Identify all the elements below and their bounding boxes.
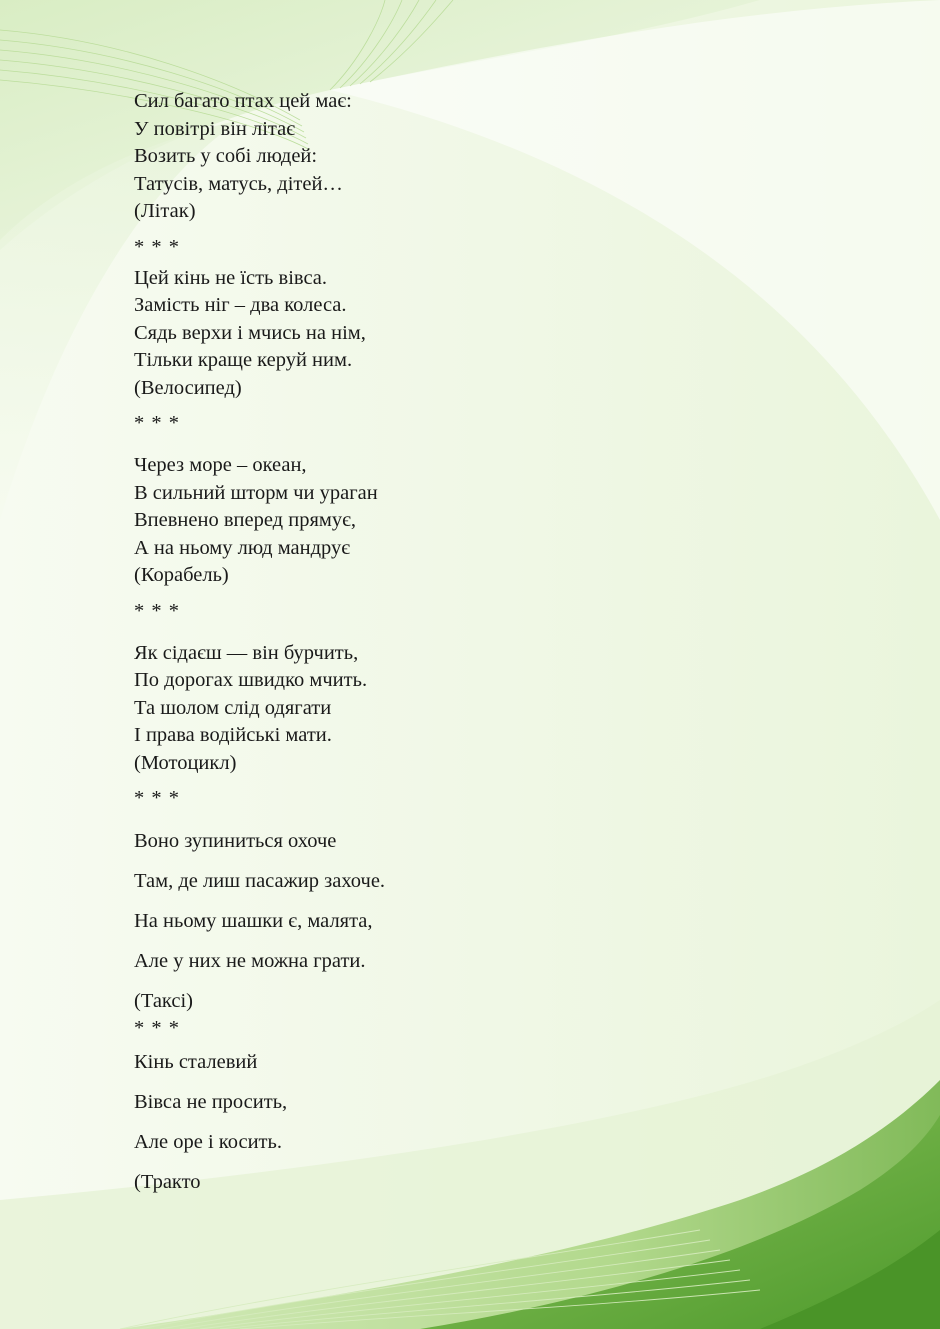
riddle-4 <box>134 640 734 778</box>
separator: * * * <box>134 1017 180 1039</box>
riddle-line: Як сідаєш — він бурчить, <box>134 641 359 664</box>
riddle-line: Тільки краще керуй ним. <box>134 349 353 371</box>
riddle-6 <box>134 1042 734 1202</box>
riddle-line: Замість ніг – два колеса. <box>134 294 347 316</box>
riddle-line: По дорогах швидко мчить. <box>134 669 368 691</box>
separator: * * * <box>134 235 180 258</box>
riddle-answer: (Велосипед) <box>134 376 242 399</box>
riddle-line: Там, де лиш пасажир захоче. <box>134 870 386 892</box>
riddle-line: Сядь верхи і мчись на нім, <box>134 321 366 344</box>
riddle-line: Через море – океан, <box>134 454 307 476</box>
separator: * * * <box>134 599 180 622</box>
riddle-answer: (Мотоцикл) <box>134 751 237 774</box>
riddle-line: Але оре і косить. <box>134 1131 282 1153</box>
riddle-line: В сильний шторм чи ураган <box>134 481 378 504</box>
riddle-line: Возить у собі людей: <box>134 145 318 167</box>
riddle-answer: (Корабель) <box>134 564 229 586</box>
riddle-2 <box>134 265 734 403</box>
riddle-line: На ньому шашки є, малята, <box>134 910 373 932</box>
riddle-line: А на ньому люд мандрує <box>134 536 351 559</box>
riddle-line: І права водійські мати. <box>134 724 332 746</box>
riddle-line: Впевнено вперед прямує, <box>134 509 357 531</box>
riddle-answer: (Таксі) <box>134 990 194 1012</box>
riddle-line: Кінь сталевий <box>134 1051 258 1073</box>
riddle-5 <box>134 821 734 1021</box>
riddle-1 <box>134 88 734 226</box>
riddle-line: Та шолом слід одягати <box>134 696 332 719</box>
riddle-3 <box>134 452 734 590</box>
riddle-line: Татусів, матусь, дітей… <box>134 172 343 195</box>
separator: * * * <box>134 412 180 434</box>
riddle-line: Сил багато птах цей має: <box>134 90 352 112</box>
riddle-line: Але у них не можна грати. <box>134 950 366 972</box>
riddle-answer: (Літак) <box>134 200 196 222</box>
riddle-line: Вівса не просить, <box>134 1091 288 1113</box>
riddles-text-block <box>134 88 734 1202</box>
riddle-line: Воно зупиниться охоче <box>134 830 337 852</box>
separator: * * * <box>134 787 180 809</box>
riddle-line: У повітрі він літає <box>134 117 296 140</box>
riddle-answer: (Тракто <box>134 1171 201 1193</box>
riddle-line: Цей кінь не їсть вівса. <box>134 266 328 289</box>
